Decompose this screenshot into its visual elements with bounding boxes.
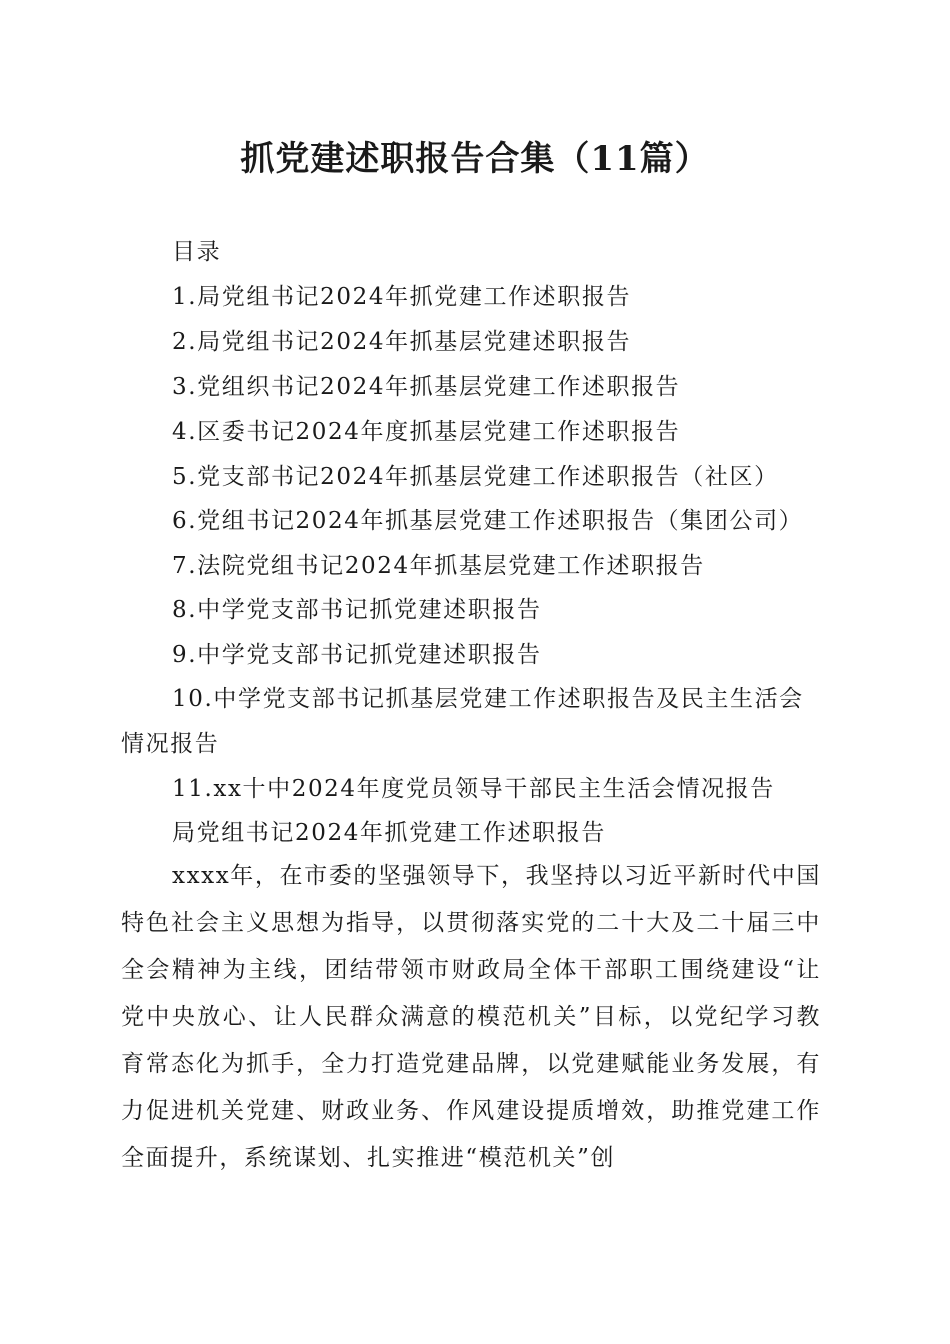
toc-item: 6.党组书记2024年抓基层党建工作述职报告（集团公司） [172, 508, 804, 534]
toc-item: 11.xx十中2024年度党员领导干部民主生活会情况报告 [172, 776, 775, 802]
body-paragraph: xxxx年，在市委的坚强领导下，我坚持以习近平新时代中国特色社会主义思想为指导，以贯彻落实党的二十大及二十届三中全会精神为主线，团结带领市财政局全体干部职工围绕建设“让党中央放心、让人民群众满意的模范机关”目标，以党纪学习教育常态化为抓手，全力打造党建品牌，以党建赋能业务发展，有力促进机关党建、财政业务、作风建设提质增效，助推党建工作全面提升，系统谋划、扎实推进“模范机关”创 [121, 863, 821, 1171]
toc-item: 10.中学党支部书记抓基层党建工作述职报告及民主生活会 [172, 686, 804, 712]
toc-heading: 目录 [172, 239, 222, 265]
toc-item: 9.中学党支部书记抓党建述职报告 [172, 642, 542, 668]
toc-item: 1.局党组书记2024年抓党建工作述职报告 [172, 284, 632, 310]
section-title: 局党组书记2024年抓党建工作述职报告 [172, 820, 606, 846]
document-title: 抓党建述职报告合集（11篇） [240, 139, 710, 179]
toc-item: 8.中学党支部书记抓党建述职报告 [172, 597, 542, 623]
toc-item: 4.区委书记2024年度抓基层党建工作述职报告 [172, 419, 681, 445]
toc-item: 3.党组织书记2024年抓基层党建工作述职报告 [172, 374, 681, 400]
toc-item-continuation: 情况报告 [121, 731, 220, 757]
toc-item: 7.法院党组书记2024年抓基层党建工作述职报告 [172, 553, 705, 579]
toc-item: 5.党支部书记2024年抓基层党建工作述职报告（社区） [172, 464, 779, 490]
toc-item: 2.局党组书记2024年抓基层党建述职报告 [172, 329, 632, 355]
